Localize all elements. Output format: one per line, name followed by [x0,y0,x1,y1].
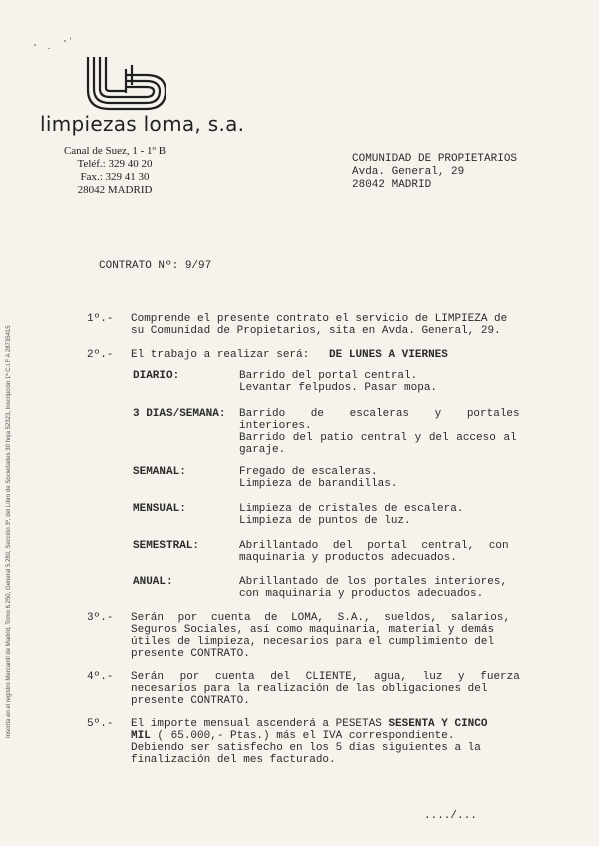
schedule-line: Abrillantado de los portales interiores, [239,576,508,588]
registry-note: Inscrita en el registro Mercantil de Madrid, Tomo 6.250, General 5.280, Sección 3ª, del Libro de Sociedades 30 hoja 52323, Inscripción 1ª C.I.F A 28735415 [6,325,12,738]
schedule-line: Limpieza de puntos de luz. [239,515,411,527]
schedule-line: Limpieza de cristales de escalera. [239,503,464,515]
clause-1 [87,313,557,339]
paper-speck [70,37,71,40]
recipient-line: 28042 MADRID [352,179,432,191]
schedule-line: Fregado de escaleras. [239,466,378,478]
clause-text [131,671,520,707]
clause-text [131,718,487,766]
clause-line: Debiendo ser satisfecho en los 5 días siguientes a la [131,742,481,754]
clause-text [131,313,507,337]
company-address [56,145,174,197]
continuation-marker: ..../... [424,810,477,822]
clause-number: 5º.- [87,718,114,730]
schedule-line: Limpieza de barandillas. [239,478,398,490]
schedule-line: garaje. [239,444,286,456]
clause-5 [87,718,557,768]
clause-line: El importe mensual ascenderá a PESETAS [131,718,389,730]
schedule-days: DE LUNES A VIERNES [329,349,448,361]
company-logo-icon [80,55,166,117]
schedule-label: DIARIO: [133,370,180,382]
paper-speck [64,40,66,42]
schedule-description [239,503,551,527]
paper-speck [34,44,36,46]
clause-line: presente CONTRATO. [131,695,250,707]
clause-3 [87,612,557,662]
schedule-description [239,576,551,600]
schedule-label: ANUAL: [133,576,173,588]
company-name: limpiezas loma, s.a. [40,112,245,136]
schedule-line: interiores. [239,420,312,432]
clause-line: presente CONTRATO. [131,648,250,660]
clause-number: 2º.- [87,349,114,361]
schedule-line: Levantar felpudos. Pasar mopa. [239,382,438,394]
schedule-label: SEMANAL: [133,466,186,478]
schedule-description [239,466,551,490]
clause-line: su Comunidad de Propietarios, sita en Avda. General, 29. [131,325,501,337]
clause-line: Serán por cuenta de LOMA, S.A., sueldos, salarios, [131,612,511,624]
clause-number: 3º.- [87,612,114,624]
fax-line: Fax.: 329 41 30 [80,171,150,183]
recipient-line: COMUNIDAD DE PROPIETARIOS [352,153,518,165]
schedule-label: 3 DIAS/SEMANA: [133,408,226,420]
clause-number: 1º.- [87,313,114,325]
clause-4 [87,671,557,709]
schedule-line: Barrido de escaleras y portales [239,408,520,420]
schedule-line: maquinaria y productos adecuados. [239,552,457,564]
schedule-label: MENSUAL: [133,503,186,515]
schedule-line: Abrillantado del portal central, con [239,540,509,552]
clause-line: necesarios para la realización de las obligaciones del [131,683,488,695]
address-line: Canal de Suez, 1 - 1º B [63,145,167,157]
schedule-description [239,540,551,564]
schedule-description [239,408,551,456]
paper-speck [48,48,50,49]
contract-number: CONTRATO Nº: 9/97 [99,260,212,272]
clause-text [131,349,448,361]
phone-line: Teléf.: 329 40 20 [77,158,153,170]
clause-2 [87,349,557,363]
schedule-line: Barrido del portal central. [239,370,418,382]
amount-words: SESENTA Y CINCO [388,718,488,730]
schedule-line: con maquinaria y productos adecuados. [239,588,484,600]
recipient-line: Avda. General, 29 [352,166,465,178]
clause-number: 4º.- [87,671,114,683]
clause-line: útiles de limpieza, necesarios para el cumplimiento del [131,636,495,648]
postal-line: 28042 MADRID [77,184,153,196]
clause-line: El trabajo a realizar será: [131,349,310,361]
clause-line: Comprende el presente contrato el servicio de LIMPIEZA de [131,313,508,325]
clause-line: ( 65.000,- Ptas.) más el IVA correspondiente. [150,730,455,742]
schedule-label: SEMESTRAL: [133,540,200,552]
clause-text [131,612,510,660]
schedule-line: Barrido del patio central y del acceso al [239,432,517,444]
schedule-description [239,370,551,394]
clause-line: Serán por cuenta del CLIENTE, agua, luz y fuerza [131,671,520,683]
clause-line: Seguros Sociales, así como maquinaria, material y demás [131,624,495,636]
recipient-address [352,153,517,192]
clause-line: finalización del mes facturado. [131,754,336,766]
amount-words: MIL [131,730,151,742]
